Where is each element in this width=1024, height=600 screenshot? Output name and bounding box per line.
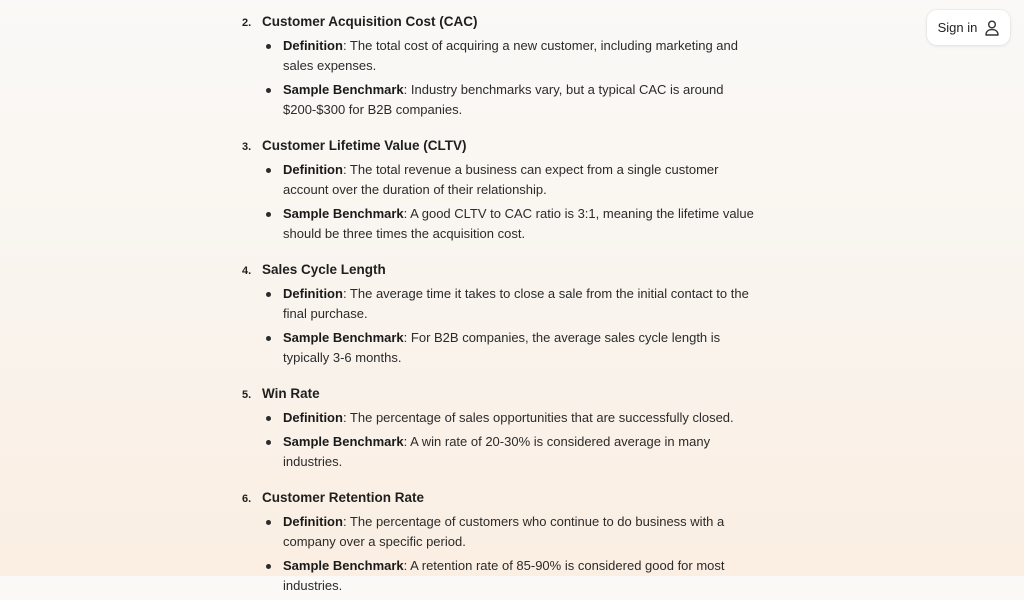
section-number: 4. (242, 265, 252, 277)
item-text: : A retention rate of 85-90% is considered good for most industries. (283, 558, 725, 593)
item-label: Sample Benchmark (283, 330, 404, 345)
metric-section (242, 136, 762, 244)
item-label: Sample Benchmark (283, 434, 404, 449)
list-item (242, 408, 762, 428)
item-text: : The average time it takes to close a sale from the initial contact to the final purchase. (283, 286, 749, 321)
item-label: Definition (283, 162, 343, 177)
section-title: Win Rate (262, 386, 320, 401)
item-text: : The total cost of acquiring a new customer, including marketing and sales expenses. (283, 38, 738, 73)
list-item (242, 80, 762, 120)
metric-section (242, 488, 762, 596)
item-label: Definition (283, 286, 343, 301)
item-text: : A good CLTV to CAC ratio is 3:1, meaning the lifetime value should be three times the acquisition cost. (283, 206, 754, 241)
user-icon (985, 20, 999, 36)
section-number: 3. (242, 141, 252, 153)
metric-section (242, 12, 762, 120)
section-number: 5. (242, 389, 252, 401)
item-label: Definition (283, 514, 343, 529)
list-item (242, 328, 762, 368)
item-text: : A win rate of 20-30% is considered average in many industries. (283, 434, 711, 469)
list-item (242, 556, 762, 596)
section-title: Customer Acquisition Cost (CAC) (262, 14, 478, 29)
sign-in-button[interactable] (927, 10, 1010, 45)
section-number: 6. (242, 493, 252, 505)
list-item (242, 284, 762, 324)
item-label: Definition (283, 410, 343, 425)
sign-in-label: Sign in (937, 20, 978, 35)
item-text: : The total revenue a business can expect from a single customer account over the duration of their relationship. (283, 162, 719, 197)
list-item (242, 512, 762, 552)
section-number: 2. (242, 17, 252, 29)
item-label: Sample Benchmark (283, 82, 404, 97)
list-item (242, 204, 762, 244)
item-label: Sample Benchmark (283, 558, 404, 573)
response-content (242, 12, 762, 600)
metric-section (242, 384, 762, 472)
item-label: Definition (283, 38, 343, 53)
metric-section (242, 260, 762, 368)
item-text: : Industry benchmarks vary, but a typical CAC is around $200-$300 for B2B companies. (283, 82, 724, 117)
list-item (242, 36, 762, 76)
item-text: : For B2B companies, the average sales cycle length is typically 3-6 months. (283, 330, 721, 365)
section-title: Customer Lifetime Value (CLTV) (262, 138, 467, 153)
item-text: : The percentage of sales opportunities that are successfully closed. (342, 410, 734, 425)
list-item (242, 432, 762, 472)
section-title: Customer Retention Rate (262, 490, 425, 505)
item-label: Sample Benchmark (283, 206, 404, 221)
item-text: : The percentage of customers who continue to do business with a company over a specific period. (283, 514, 725, 549)
section-title: Sales Cycle Length (262, 262, 386, 277)
list-item (242, 160, 762, 200)
